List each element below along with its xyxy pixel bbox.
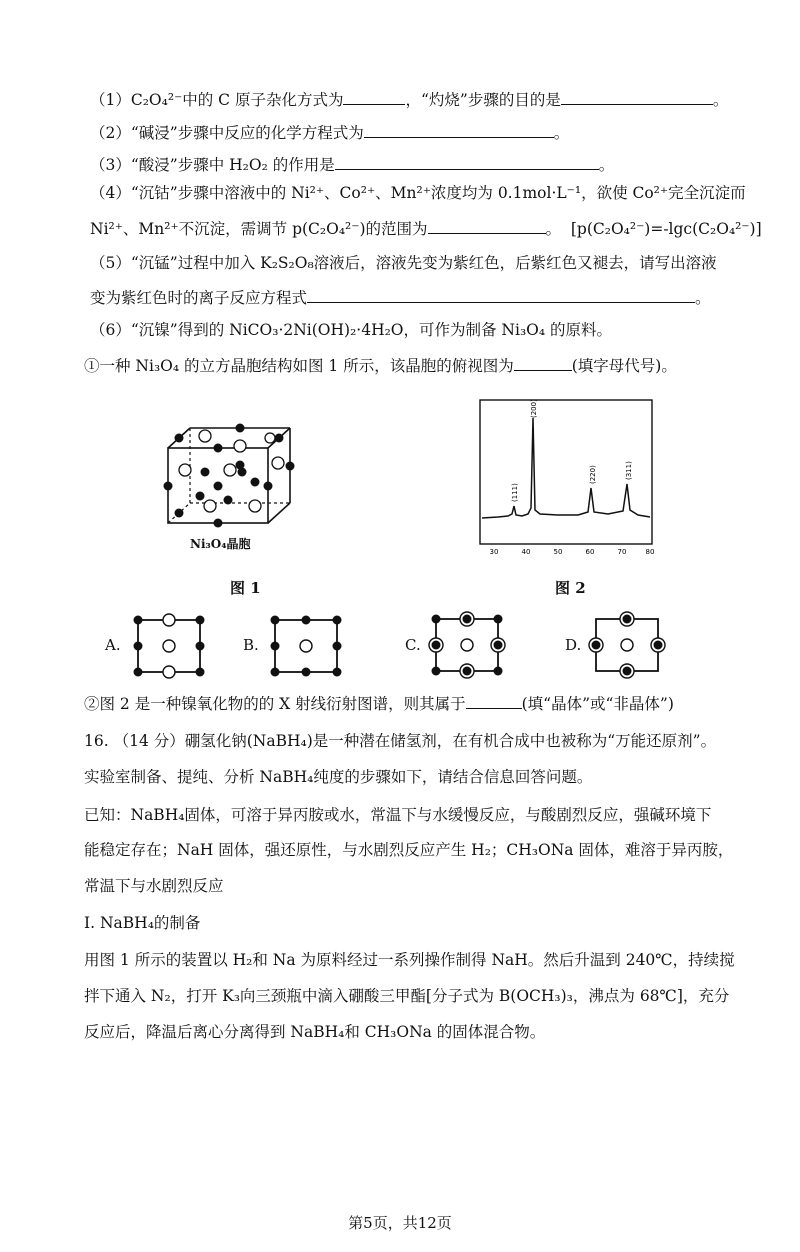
q16-line1: 16. （14 分）硼氢化钠(NaBH₄)是一种潜在储氢剂，在有机合成中也被称为“万能还原剂”。 (84, 732, 717, 750)
figure1-unit-cell (160, 420, 310, 540)
xrd-peak-200: (200) (530, 399, 538, 418)
option-a-diagram[interactable] (130, 612, 210, 682)
q16-line2: 实验室制备、提纯、分析 NaBH₄纯度的步骤如下，请结合信息回答问题。 (84, 768, 593, 786)
q16-known3: 常温下与水剧烈反应 (84, 877, 224, 895)
q5-blank-equation[interactable] (307, 286, 695, 303)
option-d-diagram[interactable] (588, 605, 668, 685)
q1-blank-purpose[interactable] (561, 88, 713, 105)
q6-line1: （6）“沉镍”得到的 NiCO₃·2Ni(OH)₂·4H₂O，可作为制备 Ni₃O₄ 的原料。 (90, 321, 613, 339)
xrd-peak-220: (220) (589, 465, 597, 484)
q6-blank-topview[interactable] (514, 354, 572, 371)
option-c-label[interactable]: C. (405, 636, 421, 654)
xrd-tick-80: 80 (645, 548, 655, 556)
option-d-label[interactable]: D. (565, 636, 582, 654)
option-b-label[interactable]: B. (243, 636, 259, 654)
q16-paragraph-line3: 反应后，降温后离心分离得到 NaBH₄和 CH₃ONa 的固体混合物。 (84, 1023, 546, 1041)
q16-paragraph-line2: 拌下通入 N₂，打开 K₃向三颈瓶中滴入硼酸三甲酯[分子式为 B(OCH₃)₃，沸点为 68℃]，充分 (84, 987, 730, 1005)
xrd-tick-40: 40 (521, 548, 531, 556)
q4-line2: Ni²⁺、Mn²⁺不沉淀，需调节 p(C₂O₄²⁻)的范围为 。 [p(C₂O₄²⁻)=-lgc(C₂O₄²⁻)] (90, 217, 762, 239)
q6-sub2: ②图 2 是一种镍氧化物的的 X 射线衍射图谱，则其属于 (填“晶体”或“非晶体”) (84, 692, 674, 714)
page-number: 第5页，共12页 (348, 1214, 452, 1232)
xrd-peak-111: (111) (511, 483, 519, 502)
q3-blank-role[interactable] (335, 153, 599, 170)
q2-blank-equation[interactable] (364, 121, 554, 138)
q16-paragraph-line1: 用图 1 所示的装置以 H₂和 Na 为原料经过一系列操作制得 NaH。然后升温到 240℃，持续搅 (84, 951, 735, 969)
q3-line: （3）“酸浸”步骤中 H₂O₂ 的作用是 。 (90, 153, 614, 175)
q16-section-heading: I. NaBH₄的制备 (84, 914, 201, 932)
q4-blank-range[interactable] (428, 217, 546, 234)
q6-blank-crystal[interactable] (466, 692, 522, 709)
xrd-tick-50: 50 (553, 548, 563, 556)
q6-sub1: ①一种 Ni₃O₄ 的立方晶胞结构如图 1 所示，该晶胞的俯视图为 (填字母代号)。 (84, 354, 677, 376)
figure1-caption: 图 1 (230, 579, 261, 597)
q16-known2: 能稳定存在；NaH 固体，强还原性，与水剧烈反应产生 H₂；CH₃ONa 固体，难溶于异丙胺， (84, 841, 734, 859)
xrd-tick-70: 70 (617, 548, 627, 556)
q4-line1: （4）“沉钴”步骤中溶液中的 Ni²⁺、Co²⁺、Mn²⁺浓度均为 0.1mol·L⁻¹，欲使 Co²⁺完全沉淀而 (90, 184, 746, 202)
q16-known1: 已知：NaBH₄固体，可溶于异丙胺或水，常温下与水缓慢反应，与酸剧烈反应，强碱环境下 (84, 806, 712, 824)
q5-line1: （5）“沉锰”过程中加入 K₂S₂O₈溶液后，溶液先变为紫红色，后紫红色又褪去，请写出溶液 (90, 254, 717, 272)
q5-line2: 变为紫红色时的离子反应方程式 。 (90, 286, 711, 308)
xrd-peak-311: (311) (625, 461, 633, 480)
figure2-xrd-chart (478, 398, 658, 558)
xrd-tick-60: 60 (585, 548, 595, 556)
q1-blank-hybridization[interactable] (343, 88, 405, 105)
option-b-diagram[interactable] (267, 612, 347, 682)
option-a-label[interactable]: A. (105, 636, 121, 654)
figure2-caption: 图 2 (555, 579, 586, 597)
figure1-label: Ni₃O₄晶胞 (190, 537, 251, 551)
xrd-tick-30: 30 (489, 548, 499, 556)
q1-line: （1）C₂O₄²⁻中的 C 原子杂化方式为 ，“灼烧”步骤的目的是 。 (90, 88, 728, 110)
q2-line: （2）“碱浸”步骤中反应的化学方程式为 。 (90, 121, 569, 143)
option-c-diagram[interactable] (428, 605, 508, 685)
